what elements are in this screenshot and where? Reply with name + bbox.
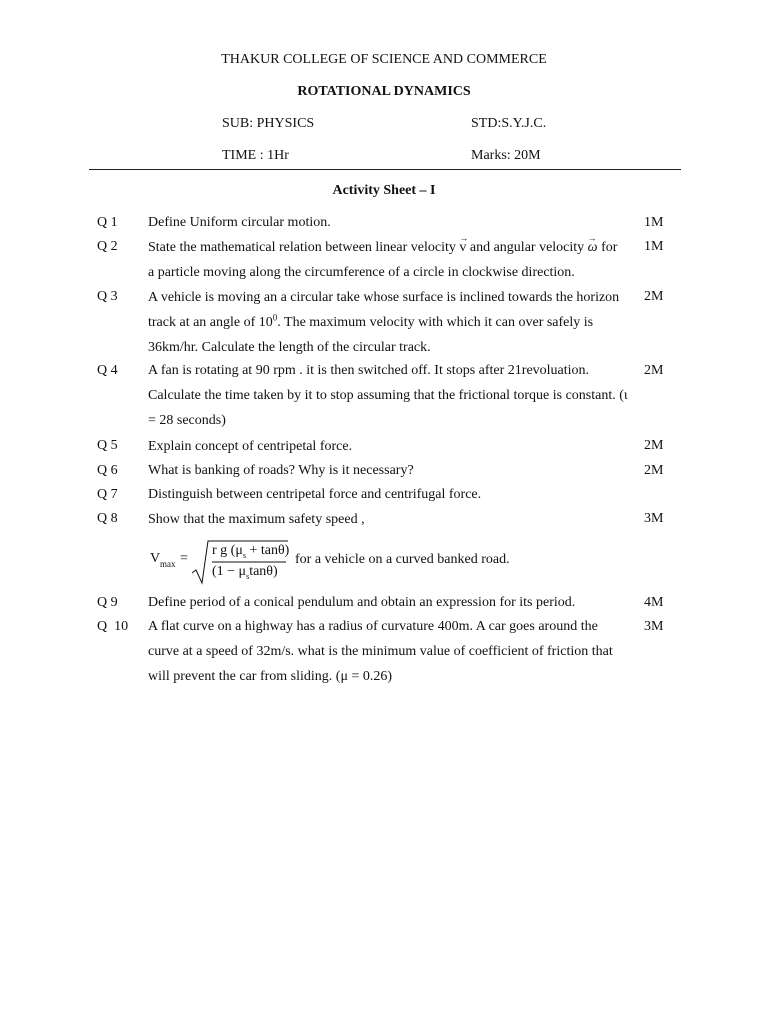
question-text-part: State the mathematical relation between linear velocity bbox=[148, 240, 456, 255]
question-text: Show that the maximum safety speed , bbox=[148, 512, 365, 527]
activity-sheet-title: Activity Sheet – I bbox=[332, 183, 436, 198]
question-marks: 2M bbox=[644, 363, 664, 378]
formula-numerator-part: + tanθ) bbox=[245, 543, 290, 558]
question-text-part: and angular velocity bbox=[469, 240, 585, 255]
formula-subscript: s bbox=[242, 550, 246, 560]
question-marks: 1M bbox=[644, 215, 664, 230]
question-text: Distinguish between centripetal force and centrifugal force. bbox=[148, 487, 482, 502]
question-number: Q 6 bbox=[97, 463, 118, 478]
question-text-part: for bbox=[601, 240, 618, 255]
question-marks: 2M bbox=[644, 463, 664, 478]
degree-superscript: 0 bbox=[272, 312, 278, 323]
formula-denominator-part: tanθ) bbox=[249, 564, 278, 579]
question-marks: 3M bbox=[644, 511, 664, 526]
formula-equals: = bbox=[180, 551, 188, 566]
vector-omega-symbol: → ω bbox=[588, 235, 598, 260]
formula-numerator-part: (μ bbox=[230, 543, 243, 558]
question-number: Q 2 bbox=[97, 239, 118, 254]
marks-label: Marks: 20M bbox=[471, 148, 541, 163]
question-text bbox=[148, 285, 630, 360]
formula-subscript: s bbox=[246, 571, 250, 581]
max-speed-formula bbox=[150, 537, 630, 587]
question-number: Q 4 bbox=[97, 363, 118, 378]
question-text: Explain concept of centripetal force. bbox=[148, 439, 353, 454]
vector-v-symbol: → v bbox=[459, 235, 466, 260]
question-number: Q 9 bbox=[97, 595, 118, 610]
formula-numerator-part: r g bbox=[212, 543, 231, 558]
document-title: ROTATIONAL DYNAMICS bbox=[297, 84, 471, 99]
question-text: Define Uniform circular motion. bbox=[148, 215, 331, 230]
formula-lhs-v: V bbox=[150, 551, 161, 566]
question-number: Q 8 bbox=[97, 511, 118, 526]
question-number: Q 10 bbox=[97, 619, 129, 634]
formula-lhs-subscript: max bbox=[160, 559, 176, 569]
question-marks: 1M bbox=[644, 239, 664, 254]
question-number: Q 5 bbox=[97, 438, 118, 453]
school-name: THAKUR COLLEGE OF SCIENCE AND COMMERCE bbox=[221, 52, 547, 67]
formula-denominator bbox=[212, 564, 278, 581]
standard-label: STD:S.Y.J.C. bbox=[471, 116, 547, 131]
question-number: Q 3 bbox=[97, 289, 118, 304]
question-text-part: a particle moving along the circumference of a circle in clockwise direction. bbox=[148, 265, 575, 280]
question-number: Q 1 bbox=[97, 215, 118, 230]
question-text bbox=[148, 235, 630, 285]
header-divider bbox=[89, 169, 681, 170]
question-marks: 2M bbox=[644, 289, 664, 304]
question-text-part: . The maximum velocity with which it can over safely is 36km/hr. Calculate the length of the circular track. bbox=[148, 315, 594, 355]
time-label: TIME : 1Hr bbox=[222, 148, 289, 163]
question-text: A flat curve on a highway has a radius of curvature 400m. A car goes around the curve at a speed of 32m/s. what is the minimum value of coefficient of friction that will prevent the car from sliding. (μ = 0.26) bbox=[148, 619, 613, 684]
question-marks: 3M bbox=[644, 619, 664, 634]
question-text: Define period of a conical pendulum and obtain an expression for its period. bbox=[148, 595, 576, 610]
question-text: What is banking of roads? Why is it necessary? bbox=[148, 463, 414, 478]
formula-tail-text: for a vehicle on a curved banked road. bbox=[295, 552, 510, 567]
formula-denominator-part: (1 − μ bbox=[212, 564, 247, 579]
formula-numerator bbox=[212, 543, 289, 560]
question-number: Q 7 bbox=[97, 487, 118, 502]
question-marks: 4M bbox=[644, 595, 664, 610]
question-marks: 2M bbox=[644, 438, 664, 453]
subject-label: SUB: PHYSICS bbox=[222, 116, 315, 131]
question-text: A fan is rotating at 90 rpm . it is then switched off. It stops after 21revoluation. Calculate the time taken by it to stop assuming that the frictional torque is constant. (ι = 28 seconds) bbox=[148, 363, 628, 428]
question-text-part: A vehicle is moving an a circular take whose surface is inclined towards the horizon track at an angle of 10 bbox=[148, 290, 620, 330]
